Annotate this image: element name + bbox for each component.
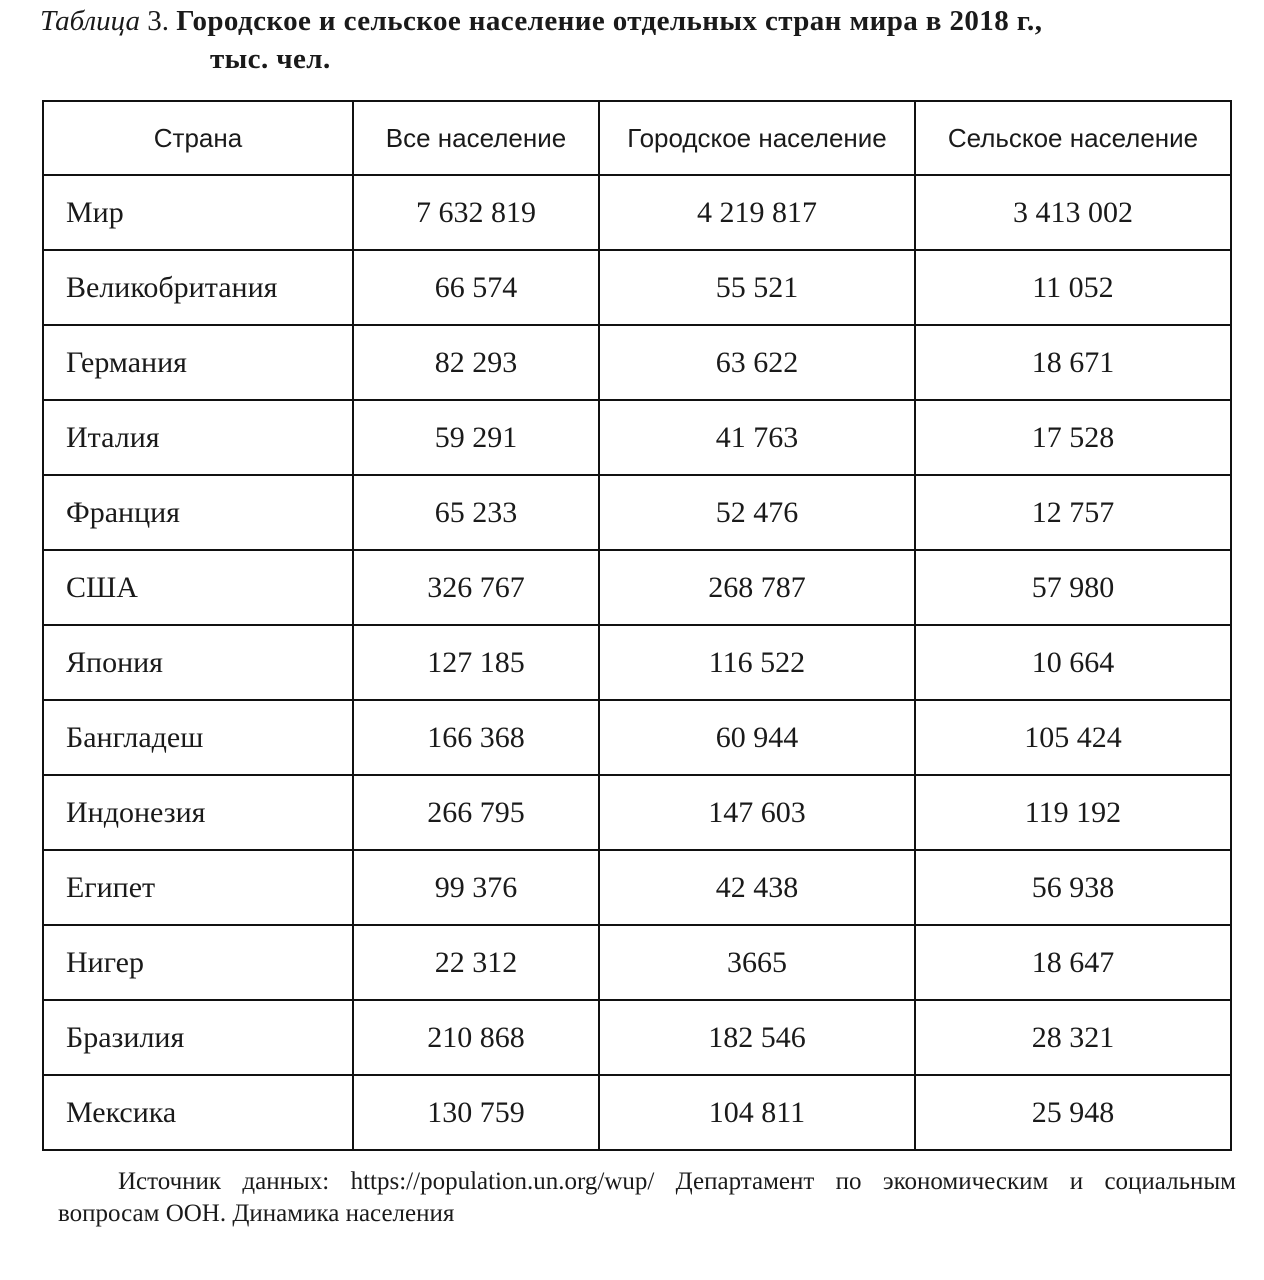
cell-rural-population: 57 980 (915, 550, 1231, 625)
header-total-population: Все население (353, 101, 599, 175)
cell-total-population: 127 185 (353, 625, 599, 700)
table-row (43, 625, 1231, 700)
table-row (43, 325, 1231, 400)
cell-urban-population: 60 944 (599, 700, 915, 775)
caption-number: 3. (147, 5, 169, 37)
cell-country: Индонезия (43, 775, 353, 850)
caption-title-line1: Городское и сельское население отдельных стран мира в 2018 г., (176, 5, 1043, 37)
cell-urban-population: 42 438 (599, 850, 915, 925)
cell-rural-population: 25 948 (915, 1075, 1231, 1150)
cell-total-population: 7 632 819 (353, 175, 599, 250)
table-row (43, 175, 1231, 250)
source-note: Источник данных: https://population.un.org/wup/ Департамент по экономическим и социальным вопросам ООН. Динамика населения (58, 1168, 1236, 1227)
caption-label: Таблица (40, 5, 140, 37)
table-row (43, 1000, 1231, 1075)
cell-total-population: 82 293 (353, 325, 599, 400)
cell-urban-population: 116 522 (599, 625, 915, 700)
table-row (43, 925, 1231, 1000)
cell-urban-population: 147 603 (599, 775, 915, 850)
cell-rural-population: 17 528 (915, 400, 1231, 475)
cell-total-population: 66 574 (353, 250, 599, 325)
cell-rural-population: 12 757 (915, 475, 1231, 550)
cell-total-population: 166 368 (353, 700, 599, 775)
table-row (43, 400, 1231, 475)
table-row (43, 250, 1231, 325)
cell-total-population: 266 795 (353, 775, 599, 850)
cell-country: Италия (43, 400, 353, 475)
cell-urban-population: 52 476 (599, 475, 915, 550)
table-row (43, 550, 1231, 625)
caption-title-line2: тыс. чел. (210, 43, 331, 75)
cell-country: Мир (43, 175, 353, 250)
cell-total-population: 210 868 (353, 1000, 599, 1075)
cell-rural-population: 18 647 (915, 925, 1231, 1000)
table-row (43, 700, 1231, 775)
cell-total-population: 22 312 (353, 925, 599, 1000)
cell-total-population: 130 759 (353, 1075, 599, 1150)
table-row (43, 850, 1231, 925)
cell-country: Германия (43, 325, 353, 400)
cell-urban-population: 3665 (599, 925, 915, 1000)
cell-urban-population: 55 521 (599, 250, 915, 325)
cell-urban-population: 4 219 817 (599, 175, 915, 250)
cell-country: США (43, 550, 353, 625)
table-header-row (43, 101, 1231, 175)
cell-rural-population: 28 321 (915, 1000, 1231, 1075)
cell-country: Бразилия (43, 1000, 353, 1075)
cell-urban-population: 182 546 (599, 1000, 915, 1075)
cell-country: Великобритания (43, 250, 353, 325)
cell-rural-population: 56 938 (915, 850, 1231, 925)
table-caption (40, 2, 1240, 78)
header-country: Страна (43, 101, 353, 175)
cell-country: Бангладеш (43, 700, 353, 775)
header-urban-population: Городское население (599, 101, 915, 175)
cell-rural-population: 3 413 002 (915, 175, 1231, 250)
cell-country: Мексика (43, 1075, 353, 1150)
table-body (43, 175, 1231, 1150)
table-row (43, 475, 1231, 550)
table-row (43, 1075, 1231, 1150)
cell-total-population: 65 233 (353, 475, 599, 550)
table-row (43, 775, 1231, 850)
cell-urban-population: 104 811 (599, 1075, 915, 1150)
cell-country: Франция (43, 475, 353, 550)
cell-country: Япония (43, 625, 353, 700)
cell-total-population: 99 376 (353, 850, 599, 925)
cell-rural-population: 105 424 (915, 700, 1231, 775)
cell-country: Нигер (43, 925, 353, 1000)
cell-urban-population: 41 763 (599, 400, 915, 475)
cell-rural-population: 18 671 (915, 325, 1231, 400)
cell-rural-population: 10 664 (915, 625, 1231, 700)
cell-total-population: 59 291 (353, 400, 599, 475)
cell-urban-population: 63 622 (599, 325, 915, 400)
cell-urban-population: 268 787 (599, 550, 915, 625)
header-rural-population: Сельское население (915, 101, 1231, 175)
cell-total-population: 326 767 (353, 550, 599, 625)
cell-country: Египет (43, 850, 353, 925)
cell-rural-population: 11 052 (915, 250, 1231, 325)
population-table (42, 100, 1232, 1151)
cell-rural-population: 119 192 (915, 775, 1231, 850)
